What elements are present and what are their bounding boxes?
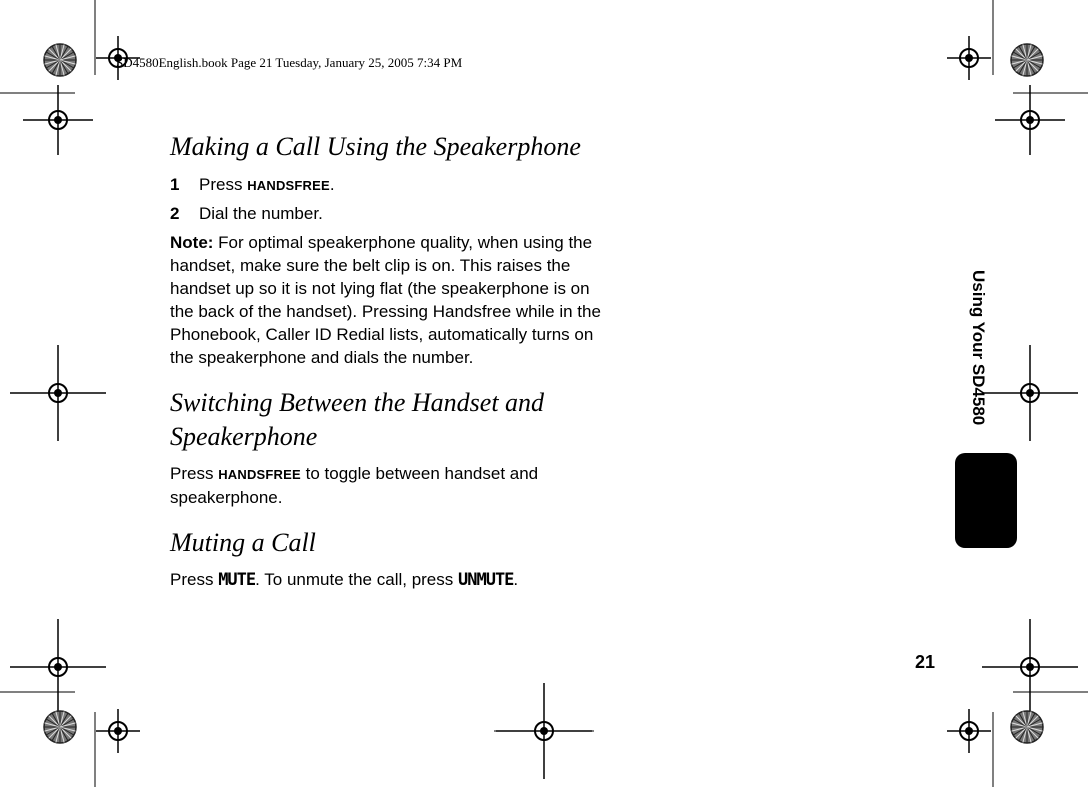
page-number: 21 (915, 652, 936, 672)
switching-paragraph (170, 462, 690, 509)
step-number: 1 (170, 175, 180, 194)
muting-text-mid: . To unmute the call, press (255, 570, 458, 589)
handsfree-key: HANDSFREE (218, 467, 301, 482)
color-star-target (44, 711, 76, 743)
heading-muting: Muting a Call (170, 528, 316, 557)
step-text: Press (199, 175, 248, 194)
registration-crosshair (10, 619, 106, 715)
note-line: handset up so it is not lying flat (the speakerphone is on (170, 279, 590, 298)
note-line: the back of the handset). Pressing Handsfree while in the (170, 302, 601, 321)
color-star-target (44, 44, 76, 76)
registration-crosshair (947, 36, 991, 80)
note-line: Phonebook, Caller ID Redial lists, automatically turns on (170, 325, 594, 344)
muting-paragraph (170, 568, 690, 592)
side-section-title: Using Your SD4580 (969, 270, 988, 426)
registration-crosshair (982, 619, 1078, 715)
note-line: handset, make sure the belt clip is on. This raises the (170, 256, 571, 275)
color-star-target (1011, 44, 1043, 76)
registration-crosshair (982, 345, 1078, 441)
note-label: Note: (170, 233, 214, 252)
step-text-end: . (329, 175, 335, 194)
color-star-target (1011, 711, 1043, 743)
step-text: Dial the number. (199, 204, 323, 223)
switching-text: Press (170, 464, 219, 483)
registration-crosshair (10, 345, 106, 441)
unmute-key: UNMUTE (458, 570, 514, 590)
note (170, 231, 670, 369)
step-number: 2 (170, 204, 180, 223)
heading-making-a-call: Making a Call Using the Speakerphone (170, 132, 581, 161)
heading-switching: Switching Between the Handset and (170, 388, 545, 417)
muting-text-end: . (513, 570, 519, 589)
registration-crosshair (96, 709, 140, 753)
registration-crosshair (995, 85, 1065, 155)
switching-text-end: to toggle between handset and (300, 464, 539, 483)
heading-switching-line2: Speakerphone (170, 422, 318, 451)
mute-key: MUTE (218, 570, 256, 590)
note-line: the speakerphone and dials the number. (170, 348, 474, 367)
registration-crosshair (23, 85, 93, 155)
note-line: For optimal speakerphone quality, when using the (213, 233, 593, 252)
muting-text: Press (170, 570, 219, 589)
side-thumb-tab (955, 453, 1017, 548)
book-header: SD4580English.book Page 21 Tuesday, January 25, 2005 7:34 PM (116, 55, 463, 70)
handsfree-key: HANDSFREE (247, 178, 330, 193)
switching-text-line2: speakerphone. (170, 488, 283, 507)
registration-crosshair (947, 709, 991, 753)
